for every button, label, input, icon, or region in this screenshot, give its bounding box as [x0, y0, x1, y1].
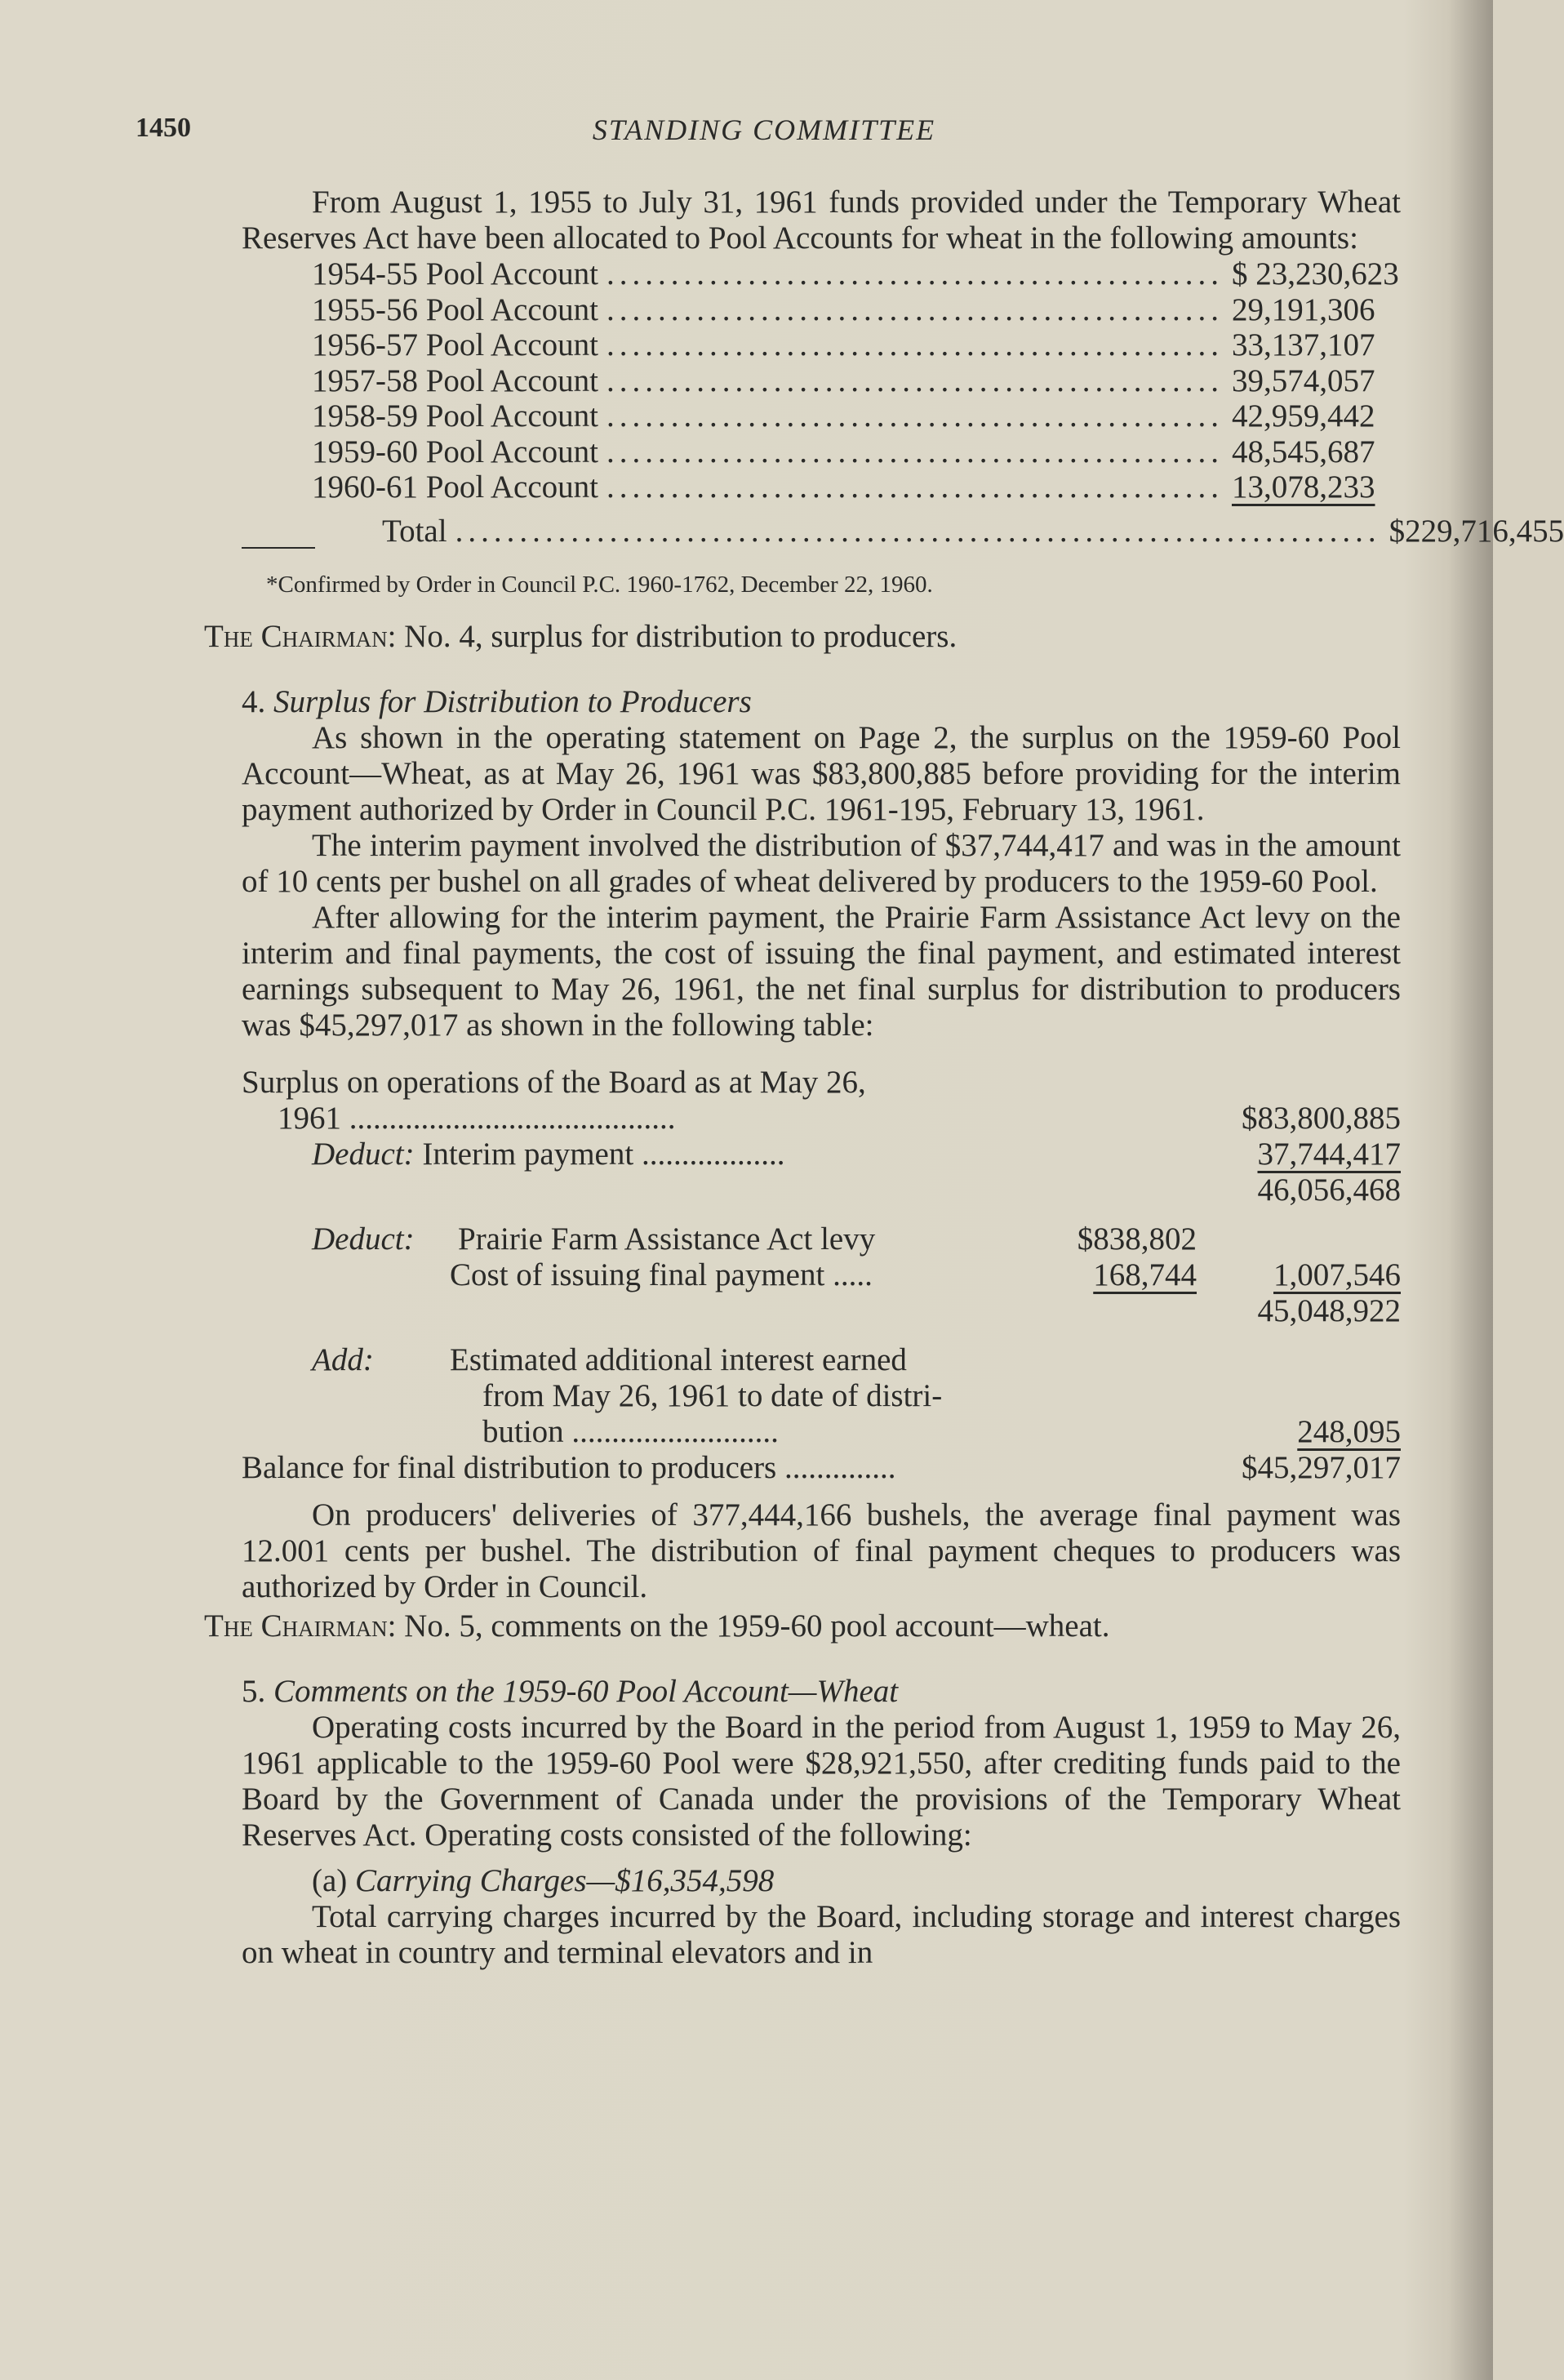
pool-accounts-table	[312, 256, 1564, 549]
chairman-remark-1: The Chairman: No. 4, surplus for distribution to producers.	[204, 619, 958, 654]
intro-paragraph: From August 1, 1955 to July 31, 1961 funds provided under the Temporary Wheat Reserves Act have been allocated to Pool Accounts for wheat in the following amounts:	[242, 185, 1401, 256]
table-row: Deduct: Prairie Farm Assistance Act levy $838,802	[312, 1221, 1197, 1257]
table-row: 1959-60 Pool Account ................................................ 48,545,687	[312, 434, 1375, 469]
table-row: Surplus on operations of the Board as at May 26,	[242, 1065, 866, 1100]
table-row: 1958-59 Pool Account ................................................ 42,959,442	[312, 398, 1375, 434]
table-row: 1956-57 Pool Account ................................................ 33,137,107	[312, 327, 1375, 363]
section-4-heading: 4. Surplus for Distribution to Producers	[242, 684, 752, 719]
table-row: 45,048,922	[1257, 1293, 1401, 1328]
table-row: Balance for final distribution to producers .............. $45,297,017	[242, 1450, 1401, 1485]
chairman-remark-2: The Chairman: No. 5, comments on the 1959-60 pool account—wheat.	[204, 1608, 1110, 1644]
table-row: Deduct: Interim payment .................. 37,744,417	[312, 1137, 1401, 1172]
table-row: 1957-58 Pool Account ................................................ 39,574,057	[312, 363, 1375, 398]
section-5-paragraph-2: Total carrying charges incurred by the Board, including storage and interest charges on wheat in country and terminal elevators and in	[242, 1899, 1401, 1970]
section-5-paragraph-1: Operating costs incurred by the Board in the period from August 1, 1959 to May 26, 1961 applicable to the 1959-60 Pool were $28,921,550, after crediting funds paid to the Board by the Government of Canada under the provisions of the Temporary Wheat Reserves Act. Operating costs consisted of the following:	[242, 1710, 1401, 1853]
table-row: 1961 ......................................... $83,800,885	[278, 1101, 1401, 1136]
section-5-heading: 5. Comments on the 1959-60 Pool Account—Wheat	[242, 1674, 899, 1709]
section-4-paragraph-1: As shown in the operating statement on Page 2, the surplus on the 1959-60 Pool Account—Wheat, as at May 26, 1961 was $83,800,885 before providing for the interim payment authorized by Order in Council P.C. 1961-195, February 13, 1961.	[242, 720, 1401, 827]
page-number: 1450	[136, 113, 191, 143]
table-row: Add: Estimated additional interest earned	[312, 1342, 907, 1377]
page-header	[136, 113, 1393, 153]
table-row: 46,056,468	[1257, 1172, 1401, 1208]
table-row: 1960-61 Pool Account ................................................ 13,078,233	[312, 469, 1375, 505]
section-4-paragraph-2: The interim payment involved the distribution of $37,744,417 and was in the amount of 10 cents per bushel on all grades of wheat delivered by producers to the 1959-60 Pool.	[242, 828, 1401, 899]
table-row: 1954-55 Pool Account ................................................ $ 23,230,623	[312, 256, 1399, 291]
surplus-calculation-table	[242, 1065, 1401, 1486]
table-row: from May 26, 1961 to date of distri-	[482, 1378, 943, 1413]
section-4-paragraph-3: After allowing for the interim payment, the Prairie Farm Assistance Act levy on the interim and final payments, the cost of issuing the final payment, and estimated interest earnings subsequent to May 26, 1961, the net final surplus for distribution to producers was $45,297,017 as shown in the following table:	[242, 900, 1401, 1043]
table-row: Cost of issuing final payment ..... 168,744 1,007,546	[450, 1257, 1401, 1292]
section-5-subheading-a: (a) Carrying Charges—$16,354,598	[312, 1863, 775, 1898]
page-body	[204, 185, 1564, 1971]
footnote: *Confirmed by Order in Council P.C. 1960-1762, December 22, 1960.	[266, 567, 1401, 603]
after-calc-paragraph: On producers' deliveries of 377,444,166 bushels, the average final payment was 12.001 cents per bushel. The distribution of final payment cheques to producers was authorized by Order in Council.	[242, 1497, 1401, 1604]
footnote-rule	[242, 547, 315, 549]
running-head: STANDING COMMITTEE	[592, 113, 936, 146]
total-row: Total ........................................................................ $229,716,455	[382, 513, 1564, 549]
table-row: 1955-56 Pool Account ................................................ 29,191,306	[312, 291, 1375, 327]
table-row: bution .......................... 248,095	[482, 1414, 1401, 1449]
